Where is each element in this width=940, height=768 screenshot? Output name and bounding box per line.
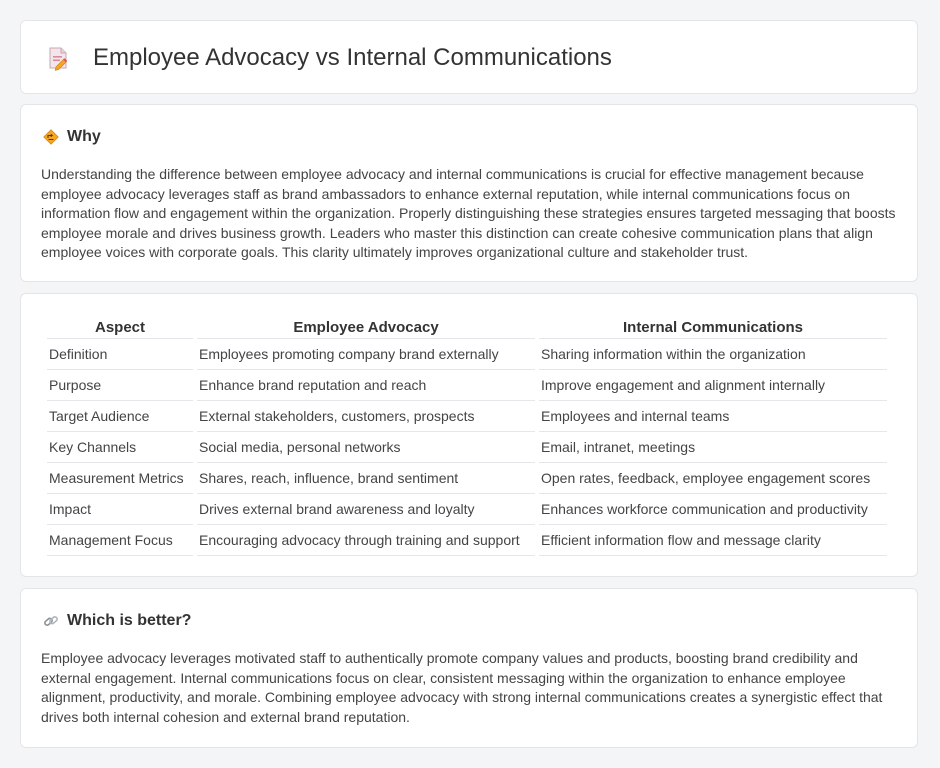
cell-internal-communications: Efficient information flow and message clarity <box>539 525 887 556</box>
cell-employee-advocacy: Employees promoting company brand externally <box>197 339 535 370</box>
header-internal-communications: Internal Communications <box>539 316 887 339</box>
cell-employee-advocacy: Encouraging advocacy through training and support <box>197 525 535 556</box>
diamond-arrows-icon <box>43 129 59 145</box>
table-row <box>47 494 887 525</box>
why-text: Understanding the difference between employee advocacy and internal communications is crucial for effective management because employee advocacy leverages staff as brand ambassadors to enhance external reputation, while internal communications focus on information flow and engagement within the organization. Properly distinguishing these strategies ensures targeted messaging that boosts employee morale and drives business growth. Leaders who master this distinction can create cohesive communication plans that align employee voices with corporate goals. This clarity ultimately improves organizational culture and stakeholder trust. <box>41 166 896 261</box>
why-heading: Why <box>67 128 101 145</box>
cell-internal-communications: Open rates, feedback, employee engagement scores <box>539 463 887 494</box>
table-row <box>47 339 887 370</box>
cell-aspect: Definition <box>47 339 193 370</box>
table-row <box>47 525 887 556</box>
comparison-table <box>43 316 891 556</box>
cell-internal-communications: Email, intranet, meetings <box>539 432 887 463</box>
cell-aspect: Purpose <box>47 370 193 401</box>
link-icon <box>43 613 59 629</box>
cell-employee-advocacy: External stakeholders, customers, prospects <box>197 401 535 432</box>
why-header <box>43 127 101 147</box>
title-card <box>20 20 918 94</box>
cell-internal-communications: Enhances workforce communication and productivity <box>539 494 887 525</box>
better-header <box>43 611 191 631</box>
table-row <box>47 463 887 494</box>
cell-internal-communications: Sharing information within the organization <box>539 339 887 370</box>
comparison-card <box>20 293 918 577</box>
cell-internal-communications: Improve engagement and alignment internally <box>539 370 887 401</box>
table-header-row <box>47 316 887 339</box>
better-heading: Which is better? <box>67 612 192 629</box>
cell-aspect: Measurement Metrics <box>47 463 193 494</box>
header-aspect: Aspect <box>47 316 193 339</box>
cell-aspect: Management Focus <box>47 525 193 556</box>
cell-employee-advocacy: Social media, personal networks <box>197 432 535 463</box>
document-pen-icon <box>45 45 71 71</box>
header-employee-advocacy: Employee Advocacy <box>197 316 535 339</box>
table-row <box>47 370 887 401</box>
table-row <box>47 432 887 463</box>
which-is-better-card <box>20 588 918 748</box>
cell-employee-advocacy: Drives external brand awareness and loyalty <box>197 494 535 525</box>
cell-aspect: Impact <box>47 494 193 525</box>
why-card <box>20 104 918 282</box>
cell-aspect: Key Channels <box>47 432 193 463</box>
cell-employee-advocacy: Enhance brand reputation and reach <box>197 370 535 401</box>
better-text: Employee advocacy leverages motivated staff to authentically promote company values and products, boosting brand credibility and external engagement. Internal communications focus on clear, consistent messaging within the organization to enhance employee alignment, productivity, and morale. Combining employee advocacy with strong internal communications creates a synergistic effect that drives both internal cohesion and external brand reputation. <box>41 650 883 725</box>
cell-employee-advocacy: Shares, reach, influence, brand sentiment <box>197 463 535 494</box>
page-title: Employee Advocacy vs Internal Communications <box>93 44 612 71</box>
table-row <box>47 401 887 432</box>
cell-aspect: Target Audience <box>47 401 193 432</box>
cell-internal-communications: Employees and internal teams <box>539 401 887 432</box>
